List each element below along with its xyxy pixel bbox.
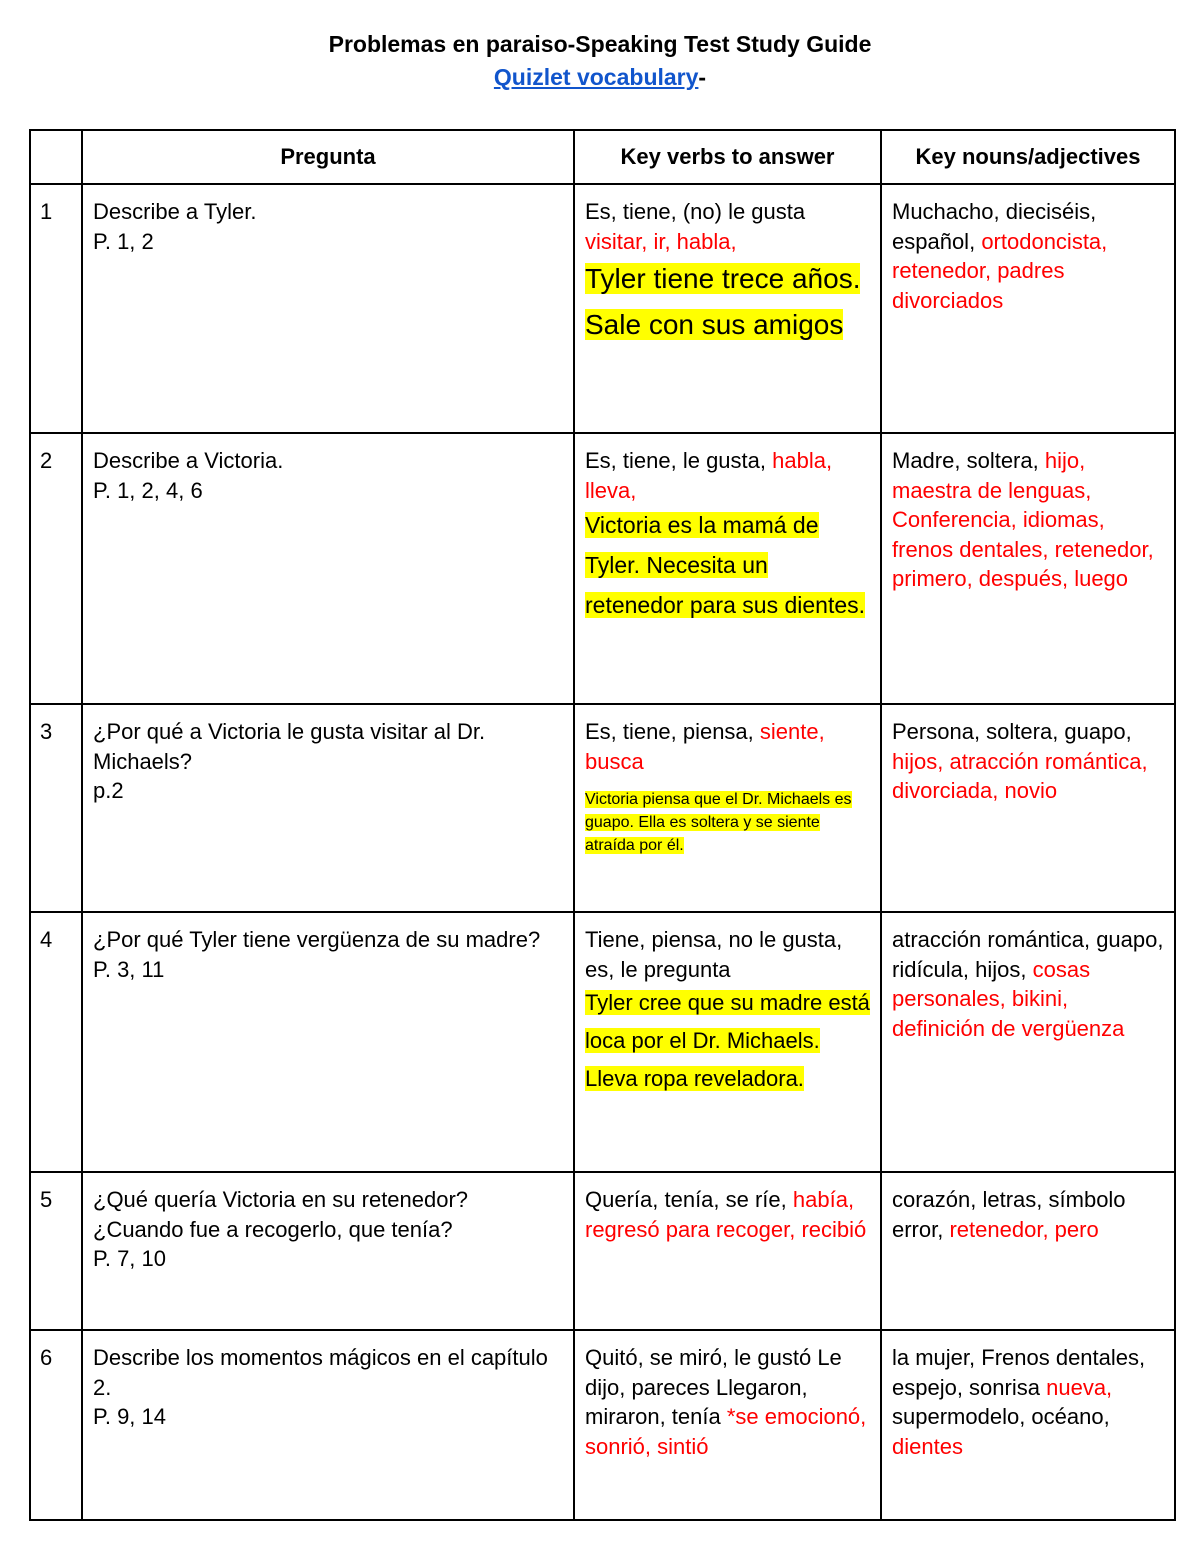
nouns-red: cosas personales, bikini, definición de vergüenza xyxy=(892,956,1125,1041)
subtitle xyxy=(0,62,1200,92)
row-number: 6 xyxy=(30,1330,82,1520)
nouns-red: hijo, maestra de lenguas, Conferencia, idiomas, frenos dentales, retenedor, primero, después, luego xyxy=(892,448,1154,591)
answer-highlight: Tyler cree que su madre está loca por el Dr. Michaels. Lleva ropa reveladora. xyxy=(585,990,870,1091)
nouns-red: ortodoncista, retenedor, padres divorciados xyxy=(892,228,1108,313)
question-text: ¿Por qué Tyler tiene vergüenza de su madre? xyxy=(93,927,541,952)
verbs-black: Quitó, se miró, le gustó Le dijo, pareces Llegaron, miraron, tenía xyxy=(585,1345,842,1429)
question-cell xyxy=(82,184,574,433)
question-cell xyxy=(82,704,574,912)
nouns-red: nueva, xyxy=(1046,1374,1113,1400)
row-number: 5 xyxy=(30,1172,82,1330)
nouns-cell xyxy=(881,1330,1175,1520)
verbs-black: Es, tiene, (no) le gusta xyxy=(585,199,806,224)
answer-block xyxy=(585,984,870,1098)
question-text-2: ¿Cuando fue a recogerlo, que tenía? xyxy=(93,1216,453,1242)
nouns-red: hijos, atracción romántica, divorciada, novio xyxy=(892,748,1148,803)
answer-highlight: Victoria es la mamá de Tyler. Necesita un retenedor para sus dientes. xyxy=(585,512,866,618)
header-cell-verbs: Key verbs to answer xyxy=(574,130,881,184)
verbs-cell xyxy=(574,433,881,704)
question-cell xyxy=(82,433,574,704)
page-reference: P. 1, 2, 4, 6 xyxy=(93,477,203,503)
table-row xyxy=(30,1172,1175,1330)
verbs-black: Es, tiene, le gusta, xyxy=(585,448,766,473)
table-row xyxy=(30,1330,1175,1520)
quizlet-link[interactable]: Quizlet vocabulary xyxy=(493,64,699,90)
row-number: 1 xyxy=(30,184,82,433)
question-cell xyxy=(82,912,574,1172)
page-reference: P. 1, 2 xyxy=(93,228,154,254)
spacer xyxy=(585,776,870,788)
table-row xyxy=(30,184,1175,433)
answer-block xyxy=(585,788,870,857)
verbs-cell xyxy=(574,1172,881,1330)
header-cell-question: Pregunta xyxy=(82,130,574,184)
answer-block xyxy=(585,505,870,625)
question-text: ¿Por qué a Victoria le gusta visitar al Dr. Michaels? xyxy=(93,719,486,774)
verbs-cell xyxy=(574,1330,881,1520)
header-cell-number xyxy=(30,130,82,184)
answer-highlight: Tyler tiene trece años. Sale con sus amigos xyxy=(585,263,861,340)
question-cell xyxy=(82,1330,574,1520)
row-number: 4 xyxy=(30,912,82,1172)
verbs-red: *se emocionó, sonrió, sintió xyxy=(585,1404,867,1459)
nouns-cell xyxy=(881,1172,1175,1330)
study-guide-table xyxy=(29,129,1176,1521)
document-header xyxy=(0,30,1200,92)
verbs-cell xyxy=(574,704,881,912)
nouns-black-2: supermodelo, océano, xyxy=(892,1404,1110,1429)
question-text: ¿Qué quería Victoria en su retenedor? xyxy=(93,1187,469,1212)
verbs-red: siente, busca xyxy=(585,719,825,774)
verbs-cell xyxy=(574,184,881,433)
nouns-black: corazón, letras, símbolo error, xyxy=(892,1187,1126,1242)
table-row xyxy=(30,433,1175,704)
table-row xyxy=(30,704,1175,912)
row-number: 2 xyxy=(30,433,82,704)
nouns-cell xyxy=(881,184,1175,433)
nouns-black: atracción romántica, guapo, ridícula, hijos, xyxy=(892,927,1164,982)
question-cell xyxy=(82,1172,574,1330)
nouns-black: la mujer, Frenos dentales, espejo, sonrisa xyxy=(892,1345,1146,1400)
verbs-black: Es, tiene, piensa, xyxy=(585,719,754,744)
nouns-black: Madre, soltera, xyxy=(892,448,1039,473)
page-title: Problemas en paraiso-Speaking Test Study Guide xyxy=(328,31,872,57)
nouns-cell xyxy=(881,912,1175,1172)
answer-block xyxy=(585,256,870,348)
table-row xyxy=(30,912,1175,1172)
verbs-black: Quería, tenía, se ríe, xyxy=(585,1187,787,1212)
answer-highlight: Victoria piensa que el Dr. Michaels es guapo. Ella es soltera y se siente atraída por él. xyxy=(585,791,852,854)
verbs-red: visitar, ir, habla, xyxy=(585,228,737,254)
question-text: Describe a Tyler. xyxy=(93,199,257,224)
question-text: Describe los momentos mágicos en el capítulo 2. xyxy=(93,1345,548,1400)
verbs-cell xyxy=(574,912,881,1172)
nouns-black: Muchacho, dieciséis, español, xyxy=(892,199,1097,254)
page-reference: P. 9, 14 xyxy=(93,1404,166,1429)
verbs-red: habla, lleva, xyxy=(585,448,833,503)
page-reference: P. 3, 11 xyxy=(93,956,165,982)
nouns-cell xyxy=(881,433,1175,704)
page-reference: P. 7, 10 xyxy=(93,1246,166,1271)
question-text: Describe a Victoria. xyxy=(93,448,284,473)
verbs-red: había, regresó para recoger, recibió xyxy=(585,1187,867,1242)
header-cell-nouns: Key nouns/adjectives xyxy=(881,130,1175,184)
nouns-black: Persona, soltera, guapo, xyxy=(892,719,1132,744)
link-suffix: - xyxy=(698,64,707,90)
table-header-row xyxy=(30,130,1175,184)
nouns-red-2: dientes xyxy=(892,1433,963,1459)
row-number: 3 xyxy=(30,704,82,912)
page-reference: p.2 xyxy=(93,778,124,803)
verbs-black: Tiene, piensa, no le gusta, es, le pregunta xyxy=(585,927,843,982)
nouns-cell xyxy=(881,704,1175,912)
nouns-red: retenedor, pero xyxy=(949,1216,1099,1242)
